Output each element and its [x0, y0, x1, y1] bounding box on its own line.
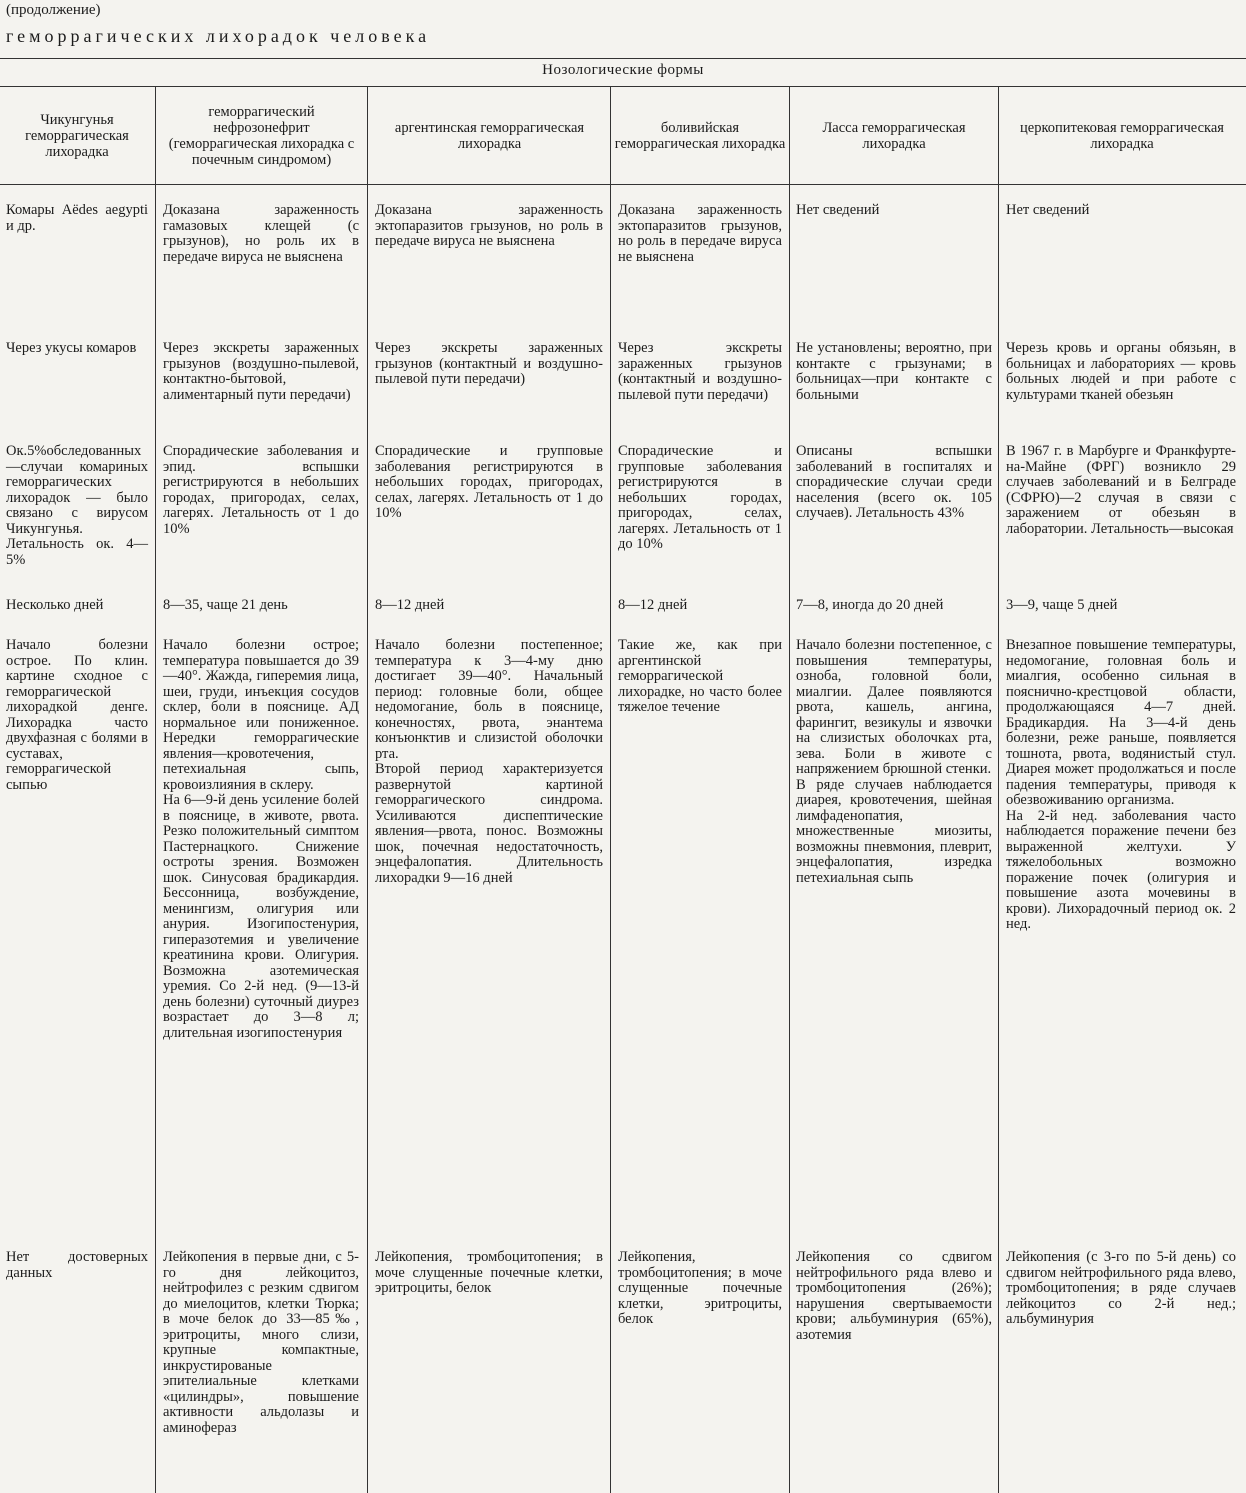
- table-cell: Ок.5%обследованных—случаи комариных геморрагических лихорадок — было связано с вирусом Чикунгунья. Летальность ок. 4—5%: [6, 443, 148, 568]
- column-header-argentine: аргентинская геморрагическая лихорадка: [394, 120, 585, 152]
- column-header-lassa: Ласса геморрагическая лихорадка: [822, 120, 966, 152]
- table-cell: Спорадические и групповые заболевания регистрируются в небольших городах, пригородах, селах, лагерях. Летальность от 1 до 10%: [375, 443, 603, 521]
- column-divider: [155, 87, 156, 1493]
- table-cell: Нет сведений: [1006, 202, 1090, 218]
- table-cell: Через экскреты зараженных грызунов (контактный и воздушно-пылевой пути передачи): [618, 340, 782, 403]
- column-divider: [367, 87, 368, 1493]
- table-cell: Доказана зараженность эктопаразитов грызунов, но роль в передаче вируса не выяснена: [618, 202, 782, 265]
- table-cell: Лейкопения, тромбоцитопения; в моче слущенные почечные клетки, эритроциты, белок: [375, 1249, 603, 1296]
- table-cell: Начало болезни острое. По клин. картине сходное с геморрагической лихорадкой денге. Лихорадка часто двухфазная с болями в суставах, геморрагической сыпью: [6, 637, 148, 793]
- continuation-label: (продолжение): [6, 2, 101, 18]
- page-title: геморрагических лихорадок человека: [6, 26, 431, 46]
- table-cell: Не установлены; вероятно, при контакте с грызунами; в больницах—при контакте с больными: [796, 340, 992, 403]
- table-cell: Лейкопения в первые дни, с 5-го дня лейкоцитоз, нейтрофилез с резким сдвигом до миелоцитов, клетки Тюрка; в моче белок до 33—85‰, эритроциты, много слизи, крупные компактные, инкрустированые эпителиальные клетками «цилиндры», повышение активности альдолазы и аминофераз: [163, 1249, 359, 1436]
- table-cell: Внезапное повышение температуры, недомогание, головная боль и миалгия, особенно сильная в пояснично-крестцовой области, продолжающаяся 4—7 дней. Брадикардия. На 3—4-й день болезни, реже раньше, появляется тошнота, рвота, водянистый стул. Диарея может продолжаться и после падения температуры, приводя к обезвоживанию организма. На 2-й нед. заболевания часто наблюдается поражение печени без выраженной желтухи. У тяжелобольных возможно поражение почек (олигурия и повышение азота мочевины в крови). Лихорадочный период ок. 2 нед.: [1006, 637, 1236, 932]
- table-cell: Лейкопения, тромбоцитопения; в моче слущенные почечные клетки, эритроциты, белок: [618, 1249, 782, 1327]
- table-cell: Нет сведений: [796, 202, 880, 218]
- table-cell: Через укусы комаров: [6, 340, 137, 356]
- table-cell: Спорадические заболевания и эпид. вспышки регистрируются в небольших городах, пригородах, селах, лагерях. Летальность от 1 до 10%: [163, 443, 359, 537]
- table-cell: Нет достоверных данных: [6, 1249, 148, 1281]
- table-cell: Лейкопения (с 3-го по 5-й день) со сдвигом нейтрофильного ряда влево, тромбоцитопения; в ряде случаев лейкоцитоз со 2-й нед.; альбуминурия: [1006, 1249, 1236, 1327]
- table-cell: Черезь кровь и органы обязьян, в больницах и лабораториях — кровь больных людей и при работе с культурами тканей обезьян: [1006, 340, 1236, 403]
- table-cell: 8—12 дней: [375, 597, 445, 613]
- column-divider: [610, 87, 611, 1493]
- group-header: Нозологические формы: [542, 62, 704, 78]
- column-header-chikungunya: Чикунгунья геморрагическая лихорадка: [25, 112, 129, 160]
- table-cell: Через экскреты зараженных грызунов (контактный и воздушно-пылевой пути передачи): [375, 340, 603, 387]
- table-cell: 3—9, чаще 5 дней: [1006, 597, 1118, 613]
- table-cell: 8—12 дней: [618, 597, 688, 613]
- table-cell: Начало болезни постепенное; температура к 3—4-му дню достигает 39—40°. Начальный период: головные боли, общее недомогание, боль в пояснице, конечностях, рвота, энантема конъюнктив и слизистой оболочки рта. Второй период характеризуется развернутой картиной геморрагического синдрома. Усиливаются диспептические явления—рвота, понос. Возможны шок, почечная недостаточность, энцефалопатия. Длительность лихорадки 9—16 дней: [375, 637, 603, 886]
- column-header-hfrs: геморрагический нефрозонефрит (геморрагическая лихорадка с почечным синдромом): [168, 104, 355, 168]
- table-cell: 7—8, иногда до 20 дней: [796, 597, 944, 613]
- table-cell: Доказана зараженность эктопаразитов грызунов, но роль в передаче вируса не выяснена: [375, 202, 603, 249]
- column-divider: [998, 87, 999, 1493]
- table-cell: Спорадические и групповые заболевания регистрируются в небольших городах, пригородах, селах, лагерях. Летальность от 1 до 10%: [618, 443, 782, 552]
- top-rule: [0, 58, 1246, 59]
- column-header-bolivian: боливийская геморрагическая лихорадка: [614, 120, 786, 152]
- table-cell: Описаны вспышки заболеваний в госпиталях и спорадические случаи среди населения (всего ок. 105 случаев). Летальность 43%: [796, 443, 992, 521]
- group-header-rule: [0, 86, 1246, 87]
- column-divider: [789, 87, 790, 1493]
- table-cell: Начало болезни постепенное, с повышения температуры, озноба, головной боли, миалгии. Далее появляются рвота, кашель, ангина, фарингит, везикулы и язвочки на слизистых оболочках рта, зева. Боли в животе с напряжением брюшной стенки. В ряде случаев наблюдается диарея, кровотечения, шейная лимфаденопатия, множественные миозиты, возможны пневмония, плеврит, энцефалопатия, изредка петехиальная сыпь: [796, 637, 992, 886]
- table-cell: Лейкопения со сдвигом нейтрофильного ряда влево и тромбоцитопения (26%); нарушения свертываемости крови; альбуминурия (65%), азотемия: [796, 1249, 992, 1343]
- column-header-cercopithecus: церкопитековая геморрагическая лихорадка: [1020, 120, 1224, 152]
- table-cell: Такие же, как при аргентинской геморрагической лихорадке, но часто более тяжелое течение: [618, 637, 782, 715]
- table-cell: Через экскреты зараженных грызунов (воздушно-пылевой, контактно-бытовой, алиментарный пути передачи): [163, 340, 359, 403]
- header-bottom-rule: [0, 184, 1246, 185]
- table-cell: Комары Aёdes aegypti и др.: [6, 202, 148, 234]
- table-cell: Доказана зараженность гамазовых клещей (с грызунов), но роль их в передаче вируса не выяснена: [163, 202, 359, 265]
- table-cell: Несколько дней: [6, 597, 104, 613]
- table-cell: Начало болезни острое; температура повышается до 39—40°. Жажда, гиперемия лица, шеи, груди, инъекция сосудов склер, боли в пояснице. АД нормальное или пониженное. Нередки геморрагические явления—кровотечения, петехиальная сыпь, кровоизлияния в склеру. На 6—9-й день усиление болей в пояснице, в животе, рвота. Резко положительный симптом Пастернацкого. Снижение остроты зрения. Возможен шок. Синусовая брадикардия. Бессонница, возбуждение, менингизм, олигурия или анурия. Изогипостенурия, гиперазотемия и увеличение креатинина крови. Олигурия. Возможна азотемическая уремия. Со 2-й нед. (9—13-й день болезни) суточный диурез возрастает до 3—8 л; длительная изогипостенурия: [163, 637, 359, 1041]
- table-cell: 8—35, чаще 21 день: [163, 597, 288, 613]
- table-cell: В 1967 г. в Марбурге и Франкфурте-на-Майне (ФРГ) возникло 29 случаев заболеваний и в Белграде (СФРЮ)—2 случая в связи с заражением от обезьян в лаборатории. Летальность—высокая: [1006, 443, 1236, 537]
